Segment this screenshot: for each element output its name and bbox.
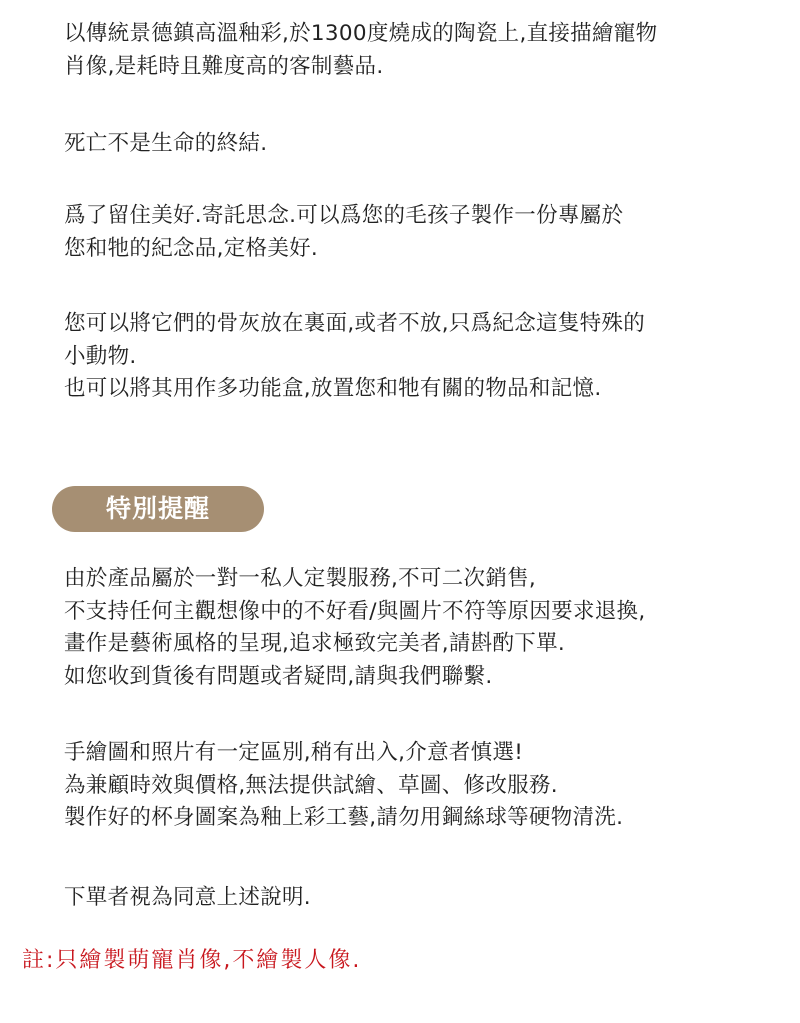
death-paragraph: [64, 128, 780, 161]
ashes-line: 也可以將其用作多功能盒,放置您和牠有關的物品和記憶.: [64, 376, 602, 401]
footnote-warning: 註:只繪製萌寵肖像,不繪製人像.: [22, 948, 362, 973]
intro-line: 以傳統景德鎮高溫釉彩,於1300度燒成的陶瓷上,直接描繪寵物: [64, 21, 658, 46]
ashes-line: 您可以將它們的骨灰放在裏面,或者不放,只爲紀念這隻特殊的: [64, 311, 646, 336]
drawing-line: 為兼顧時效與價格,無法提供試繪、草圖、修改服務.: [64, 772, 558, 798]
ashes-line: 小動物.: [64, 343, 137, 369]
remember-line: 您和牠的紀念品,定格美好.: [64, 235, 319, 261]
drawing-paragraph: [64, 737, 780, 835]
notice-paragraph: [64, 563, 780, 693]
notice-heading-badge: 特別提醒: [52, 486, 264, 532]
notice-line: 不支持任何主觀想像中的不好看/與圖片不符等原因要求退換,: [64, 598, 646, 624]
drawing-line: 手繪圖和照片有一定區別,稍有出入,介意者慎選!: [64, 740, 524, 765]
drawing-line: 製作好的杯身圖案為釉上彩工藝,請勿用鋼絲球等硬物清洗.: [64, 805, 624, 830]
notice-line: 畫作是藝術風格的呈現,追求極致完美者,請斟酌下單.: [64, 631, 566, 656]
ashes-paragraph: [64, 308, 780, 406]
intro-line: 肖像,是耗時且難度高的客制藝品.: [64, 53, 384, 79]
intro-paragraph: [64, 18, 780, 83]
notice-line: 由於產品屬於一對一私人定製服務,不可二次銷售,: [64, 566, 537, 591]
agreement-paragraph: [64, 882, 780, 915]
remember-line: 爲了留住美好.寄託思念.可以爲您的毛孩子製作一份專屬於: [64, 203, 624, 228]
agreement-line: 下單者視為同意上述說明.: [64, 885, 311, 910]
notice-line: 如您收到貨後有問題或者疑問,請與我們聯繫.: [64, 663, 493, 689]
death-line: 死亡不是生命的終結.: [64, 131, 268, 156]
remember-paragraph: [64, 200, 780, 265]
